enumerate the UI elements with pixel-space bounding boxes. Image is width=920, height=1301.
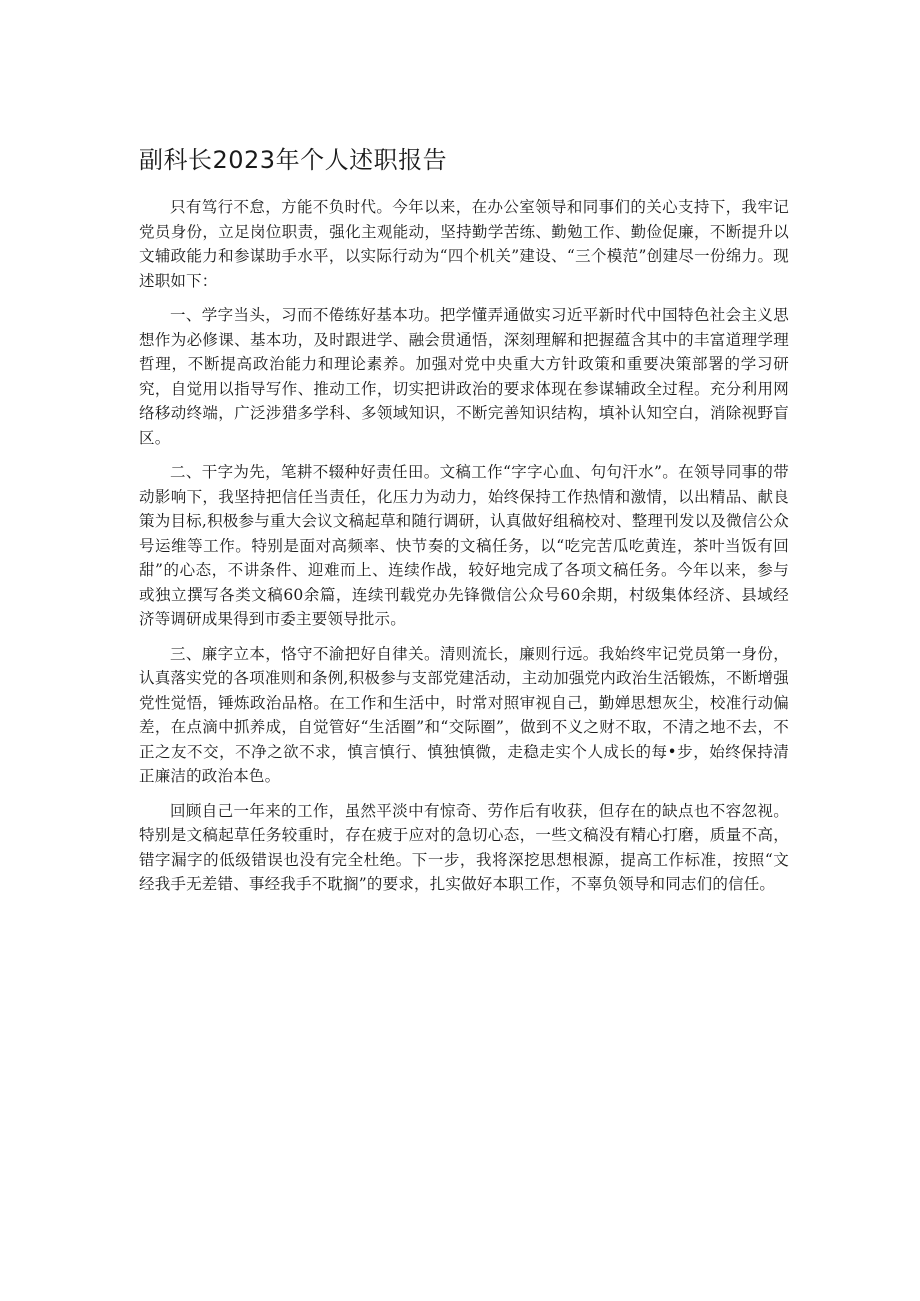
paragraph-intro: 只有笃行不怠，方能不负时代。今年以来，在办公室领导和同事们的关心支持下，我牢记党员身份，立足岗位职责，强化主观能动，坚持勤学苦练、勤勉工作、勤俭促廉，不断提升以文辅政能力和参谋助手水平，以实际行动为“四个机关”建设、“三个模范”创建尽一份绵力。现述职如下： <box>139 198 789 290</box>
document-page <box>139 143 789 907</box>
paragraph-integrity: 三、廉字立本，恪守不渝把好自律关。清则流长，廉则行远。我始终牢记党员第一身份，认真落实党的各项准则和条例,积极参与支部党建活动，主动加强党内政治生活锻炼，不断增强党性觉悟，锤炼政治品格。在工作和生活中，时常对照审视自己，勤婵思想灰尘，校准行动偏差，在点滴中抓养成，自觉管好“生活圈”和“交际圈”，做到不义之财不取，不清之地不去，不正之友不交，不净之欲不求，慎言慎行、慎独慎微，走稳走实个人成长的每•步，始终保持清正廉洁的政治本色。 <box>139 644 789 785</box>
paragraph-work: 二、干字为先，笔耕不辍种好责任田。文稿工作“字字心血、句句汗水”。在领导同事的带动影响下，我坚持把信任当责任，化压力为动力，始终保持工作热情和激情，以出精品、献良策为目标,积极参与重大会议文稿起草和随行调研，认真做好组稿校对、整理刊发以及微信公众号运维等工作。特别是面对高频率、快节奏的文稿任务，以“吃完苦瓜吃黄连，茶叶当饭有回甜”的心态，不讲条件、迎难而上、连续作战，较好地完成了各项文稿任务。今年以来，参与或独立撰写各类文稿60余篇，连续刊载党办先锋微信公众号60余期，村级集体经济、县域经济等调研成果得到市委主要领导批示。 <box>139 463 789 628</box>
paragraph-review: 回顾自己一年来的工作，虽然平淡中有惊奇、劳作后有收获，但存在的缺点也不容忽视。特别是文稿起草任务较重时，存在疲于应对的急切心态，一些文稿没有精心打磨，质量不高，错字漏字的低级错误也没有完全杜绝。下一步，我将深挖思想根源，提高工作标准，按照“文经我手无差错、事经我手不耽搁”的要求，扎实做好本职工作，不辜负领导和同志们的信任。 <box>139 801 789 893</box>
document-title: 副科长2023年个人述职报告 <box>139 146 448 174</box>
paragraph-study: 一、学字当头，习而不倦练好基本功。把学懂弄通做实习近平新时代中国特色社会主义思想作为必修课、基本功，及时跟进学、融会贯通悟，深刻理解和把握蕴含其中的丰富道理学理哲理，不断提高政治能力和理论素养。加强对党中央重大方针政策和重要决策部署的学习研究，自觉用以指导写作、推动工作，切实把讲政治的要求体现在参谋辅政全过程。充分利用网络移动终端，广泛涉猎多学科、多领域知识，不断完善知识结构，填补认知空白，消除视野盲区。 <box>139 306 789 447</box>
